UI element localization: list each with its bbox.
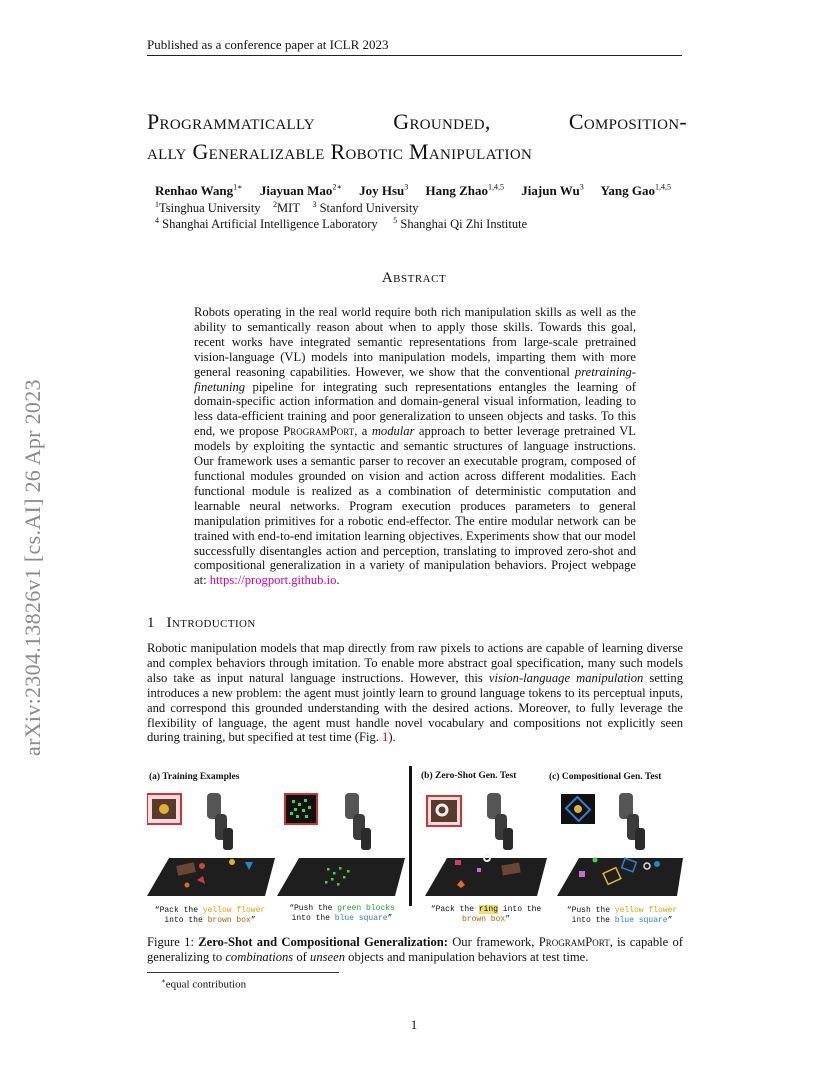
caption-push-flower: “Push the yellow flower into the blue square”	[566, 906, 678, 925]
panel-label-compositional: (c) Compositional Gen. Test	[549, 772, 662, 782]
author: Jiayuan Mao$^{2∗}$	[259, 183, 342, 199]
abstract-body: Robots operating in the real world require both rich manipulation skills as well as the ability to semantically reason about when to apply those skills. Towards this goal, recent works have integrated semantic representations from large-scale pretrained vision-language (VL) models into manipulation models, imparting them with more general reasoning capabilities. However, we show that the conventional pretraining-finetuning pipeline for integrating such representations entangles the learning of domain-specific action information and domain-general visual information, leading to less data-efficient training and poor generalization to unseen objects and tasks. To this end, we propose ProgramPort, a modular approach to better leverage pretrained VL models by exploiting the syntactic and semantic structures of language instructions. Our framework uses a semantic parser to recover an executable program, composed of functional modules grounded on vision and action across different modalities. Each functional module is realized as a combination of deterministic computation and learnable neural networks. Program execution produces parameters to general manipulation primitives for a robotic end-effector. The entire modular network can be trained with end-to-end imitation learning objectives. Experiments show that our model successfully disentangles action and perception, translating to improved zero-shot and compositional generalization in a variety of manipulation behaviors. Project webpage at: https://progport.github.io.	[194, 305, 636, 588]
title-line-1: Programmatically Grounded, Composition-	[147, 109, 687, 134]
abstract-heading: Abstract	[381, 270, 447, 286]
panel-label-training: (a) Training Examples	[149, 772, 240, 782]
author: Joy Hsu$^3$	[359, 183, 409, 199]
scene-pack-ring	[425, 793, 547, 896]
arxiv-identifier: arXiv:2304.13826v1 [cs.AI] 26 Apr 2023	[20, 379, 45, 756]
scene-push-blocks	[277, 793, 405, 896]
section-heading-introduction: 1 Introduction	[147, 615, 256, 631]
project-webpage-link[interactable]: https://progport.github.io	[209, 573, 337, 588]
author: Jiajun Wu$^3$	[521, 183, 584, 199]
scene-pack-flower	[147, 793, 275, 896]
author-list	[155, 183, 685, 199]
page-number: 1	[410, 1017, 418, 1032]
figure-1	[147, 766, 687, 928]
footnote-rule	[147, 972, 339, 973]
figure-reference-link[interactable]: 1	[382, 730, 389, 745]
introduction-paragraph: Robotic manipulation models that map directly from raw pixels to actions are capable of learning diverse and complex behaviors through imitation. To enable more abstract goal specification, many such models also take as input natural language instructions. However, this vision-language manipulation setting introduces a new problem: the agent must jointly learn to ground language tokens to its perceptual inputs, and correspond this grounded understanding with the desired actions. Moreover, to fully leverage the flexibility of language, the agent must handle novel vocabulary and compositions not explicitly seen during training, but specified at test time (Fig. 1).	[147, 641, 683, 745]
caption-push-blocks: “Push the green blocks into the blue square”	[289, 904, 395, 923]
author: Yang Gao$^{1,4,5}$	[600, 183, 672, 199]
author: Hang Zhao$^{1,4,5}$	[425, 183, 505, 199]
author: Renhao Wang$^{1∗}$	[155, 183, 243, 199]
caption-pack-ring: “Pack the ring into the brown box”	[430, 905, 542, 924]
scene-push-flower	[557, 793, 683, 896]
title-line-2: ally Generalizable Robotic Manipulation	[147, 139, 533, 164]
caption-pack-flower: “Pack the yellow flower into the brown box”	[154, 906, 266, 925]
footnote: ∗equal contribution	[161, 977, 247, 991]
figure-1-caption: Figure 1: Zero-Shot and Compositional Generalization: Our framework, ProgramPort, is capable of generalizing to combinations of unseen objects and manipulation behaviors at test time.	[147, 935, 683, 964]
running-header: Published as a conference paper at ICLR 2023	[147, 37, 682, 56]
panel-label-zero-shot: (b) Zero-Shot Gen. Test	[421, 771, 517, 781]
paper-title	[147, 107, 687, 167]
scene-illustrations	[147, 788, 687, 900]
affiliations-line-1: $^1$Tsinghua University $^2$MIT $^3$ Stanford University	[155, 200, 419, 216]
affiliations-line-2: $^4$ Shanghai Artificial Intelligence Laboratory $^5$ Shanghai Qi Zhi Institute	[155, 216, 528, 232]
